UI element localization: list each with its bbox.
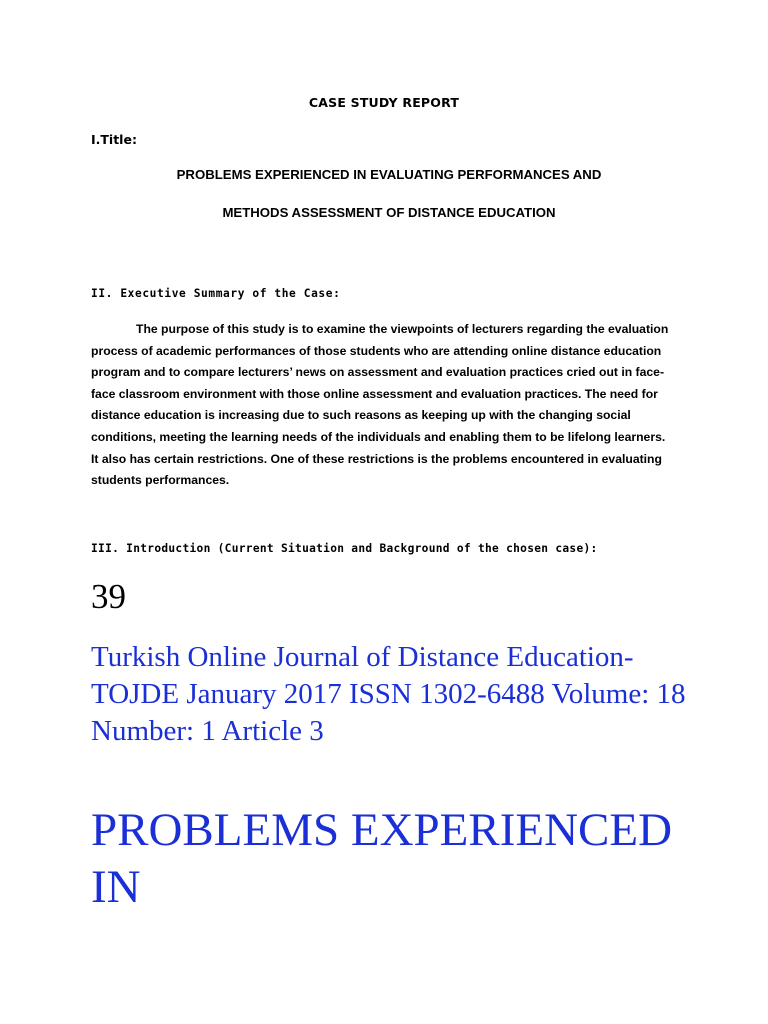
article-title: PROBLEMS EXPERIENCED IN <box>91 804 673 913</box>
journal-reference: Turkish Online Journal of Distance Education-TOJDE January 2017 ISSN 1302-6488 Volume: 18 Number: 1 Article 3 <box>91 641 686 747</box>
section-heading-title: I.Title: <box>91 132 137 147</box>
report-title: CASE STUDY REPORT <box>308 95 460 110</box>
section-heading-introduction: III. Introduction (Current Situation and Background of the chosen case): <box>91 542 598 555</box>
case-title-line-1: PROBLEMS EXPERIENCED IN EVALUATING PERFORMANCES AND <box>176 167 602 182</box>
page-number: 39 <box>91 577 126 616</box>
section-heading-executive-summary: II. Executive Summary of the Case: <box>91 287 341 300</box>
executive-summary-paragraph: The purpose of this study is to examine the viewpoints of lecturers regarding the evaluation process of academic performances of those students who are attending online distance education program and to compare lecturers’ news on assessment and evaluation practices cried out in face-face classroom environment with those online assessment and evaluation practices. The need for distance education is increasing due to such reasons as keeping up with the changing social conditions, meeting the learning needs of the individuals and enabling them to be lifelong learners. It also has certain restrictions. One of these restrictions is the problems encountered in evaluating students performances. <box>91 322 669 488</box>
case-title-line-2: METHODS ASSESSMENT OF DISTANCE EDUCATION <box>222 205 556 220</box>
